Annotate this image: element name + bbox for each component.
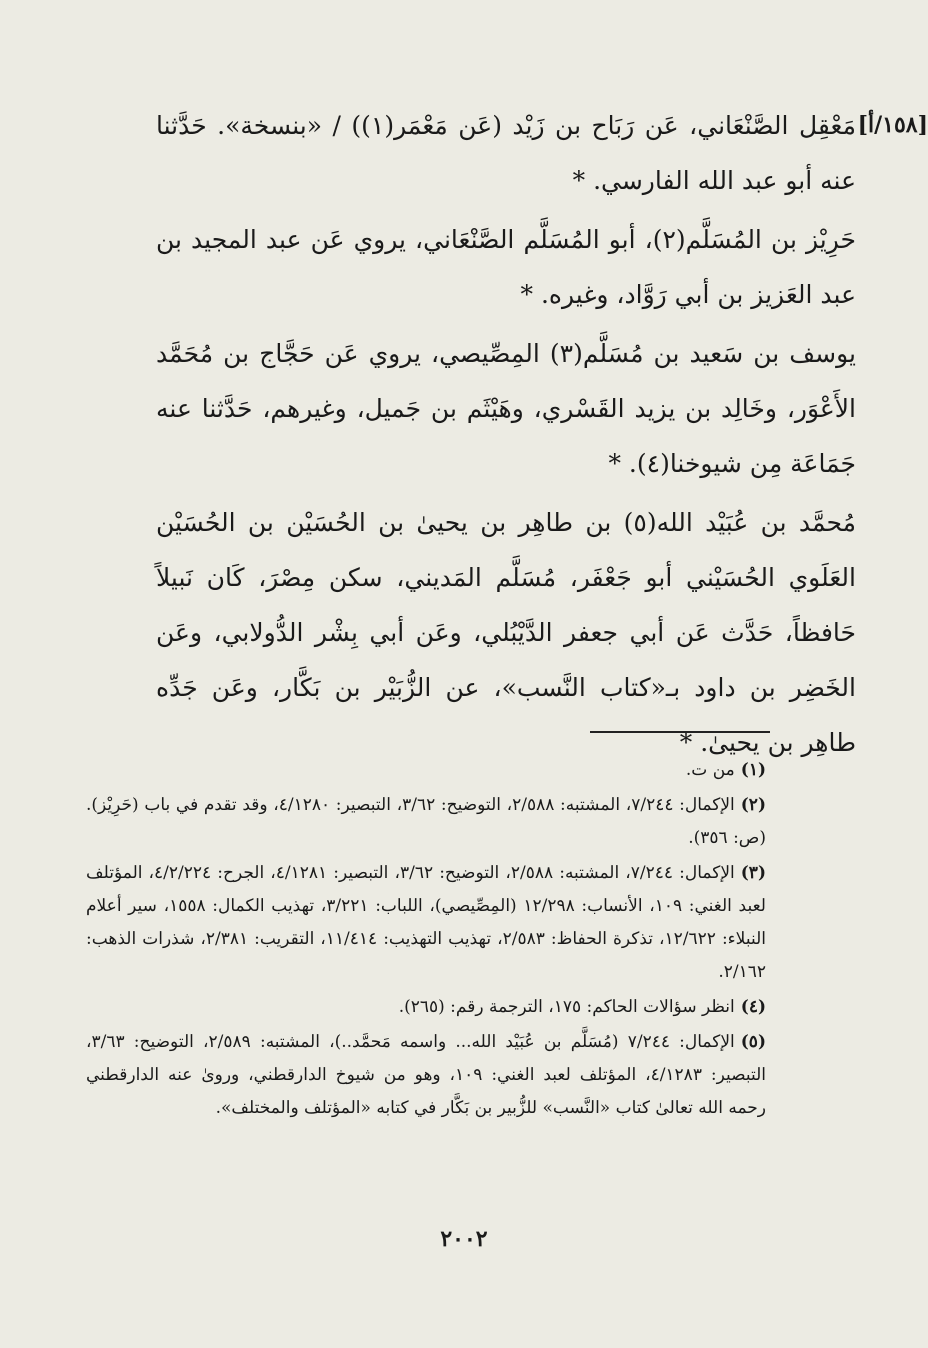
footnote-5 [86, 1026, 766, 1125]
footnotes [86, 754, 766, 1127]
footnote-number: (٤) [740, 997, 766, 1017]
footnote-text: الإكمال: ٧/٢٤٤ (مُسَلَّم بن عُبَيْد الله... واسمه مَحمَّد..)، المشتبه: ٢/٥٨٩، التوضيح: ٣/٦٣، التبصير: ٤/١٢٨٣، المؤتلف لعبد الغني: ١٠٩، وهو من شيوخ الدارقطني، وروىٰ عنه الدارقطني رحمه الله تعالىٰ كتاب «النَّسب» للزُّبير بن بَكَّار في كتابه «المؤتلف والمختلف». [86, 1032, 766, 1118]
footnote-text: الإكمال: ٧/٢٤٤، المشتبه: ٢/٥٨٨، التوضيح: ٣/٦٢، التبصير: ٤/١٢٨١، الجرح: ٤/٢/٢٢٤، المؤتلف لعبد الغني: ١٠٩، الأنساب: ١٢/٢٩٨ (المِصِّيصي)، اللباب: ٣/٢٢١، تهذيب الكمال: ١٥٥٨، سير أعلام النبلاء: ١٢/٦٢٢، تذكرة الحفاظ: ٢/٥٨٣، تهذيب التهذيب: ١١/٤١٤، التقريب: ٢/٣٨١، شذرات الذهب: ٢/١٦٢. [86, 863, 766, 982]
footnote-text: الإكمال: ٧/٢٤٤، المشتبه: ٢/٥٨٨، التوضيح: ٣/٦٢، التبصير: ٤/١٢٨٠، وقد تقدم في باب (حَرِيْز). (ص: ٣٥٦). [86, 795, 766, 848]
page-number: ٢٠٠٢ [440, 1226, 488, 1252]
footnote-text: من ت. [685, 760, 735, 780]
main-text [156, 98, 856, 770]
footnote-1 [86, 754, 766, 787]
footnote-number: (٢) [740, 795, 766, 815]
footnote-number: (٣) [740, 863, 766, 883]
entry-paragraph-4: مُحمَّد بن عُبَيْد الله(٥) بن طاهِر بن يحيىٰ بن الحُسَيْن بن الحُسَيْن العَلَوي الحُسَيْني أبو جَعْفَر، مُسَلَّم المَديني، سكن مِصْرَ، كَان نَبيلاً حَافظاً، حَدَّث عَن أبي جعفر الدَّيْبُلي، وعَن أبي بِشْر الدُّولابي، وعَن الخَضِر بن داود بـ«كتاب النَّسب»، عن الزُّبَيْر بن بَكَّار، وعَن جَدِّه طاهِر بن يحيىٰ. * [156, 508, 856, 757]
footnote-number: (٥) [740, 1032, 766, 1052]
entry-paragraph-3: يوسف بن سَعيد بن مُسَلَّم(٣) المِصِّيصي، يروي عَن حَجَّاج بن مُحَمَّد الأَعْوَر، وخَالِد بن يزيد القَسْري، وهَيْثَم بن جَميل، وغيرهم، حَدَّثنا عنه جَمَاعَة مِن شيوخنا(٤). * [156, 339, 856, 478]
footnote-4 [86, 991, 766, 1024]
footnote-2 [86, 789, 766, 855]
footnote-text: انظر سؤالات الحاكم: ١٧٥، الترجمة رقم: (٢٦٥). [398, 997, 735, 1017]
folio-ref-text: [١٥٨/أ] [857, 112, 928, 138]
footnote-number: (١) [740, 760, 766, 780]
entry-paragraph-1: مَعْقِل الصَّنْعَاني، عَن رَبَاح بن زَيْد (عَن مَعْمَر(١)) / «بنسخة». حَدَّثنا عنه أبو عبد الله الفارسي. * [156, 111, 856, 195]
footnote-separator [590, 731, 770, 733]
entry-paragraph-2: حَرِيْز بن المُسَلَّم(٢)، أبو المُسَلَّم الصَّنْعَاني، يروي عَن عبد المجيد بن عبد العَزيز بن أبي رَوَّاد، وغيره. * [156, 225, 856, 309]
footnote-3 [86, 857, 766, 989]
